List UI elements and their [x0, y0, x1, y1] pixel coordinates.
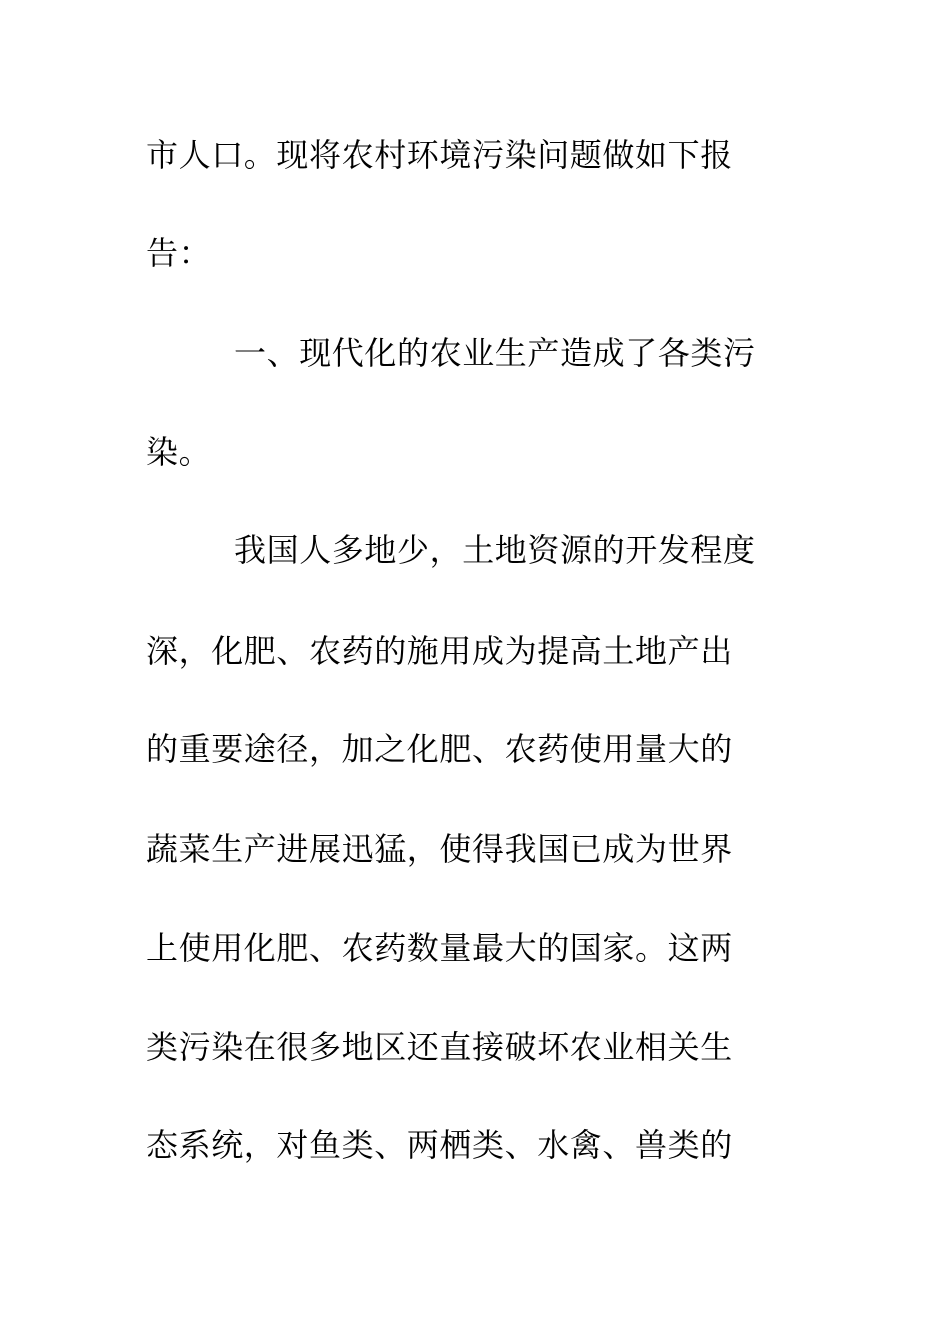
text-line-10: 类污染在很多地区还直接破坏农业相关生 — [146, 1028, 733, 1066]
text-line-9: 上使用化肥、农药数量最大的国家。这两 — [146, 929, 733, 967]
text-line-11: 态系统，对鱼类、两栖类、水禽、兽类的 — [146, 1126, 733, 1164]
text-line-7: 的重要途径，加之化肥、农药使用量大的 — [146, 730, 733, 768]
text-line-6: 深，化肥、农药的施用成为提高土地产出 — [146, 632, 733, 670]
paragraph-start: 我国人多地少，土地资源的开发程度 — [234, 531, 756, 569]
text-line-8: 蔬菜生产进展迅猛，使得我国已成为世界 — [146, 830, 733, 868]
text-line-2: 告： — [146, 234, 212, 272]
text-line-1: 市人口。现将农村环境污染问题做如下报 — [146, 136, 733, 174]
section-heading: 一、现代化的农业生产造成了各类污 — [234, 334, 756, 372]
text-line-4: 染。 — [146, 433, 212, 471]
